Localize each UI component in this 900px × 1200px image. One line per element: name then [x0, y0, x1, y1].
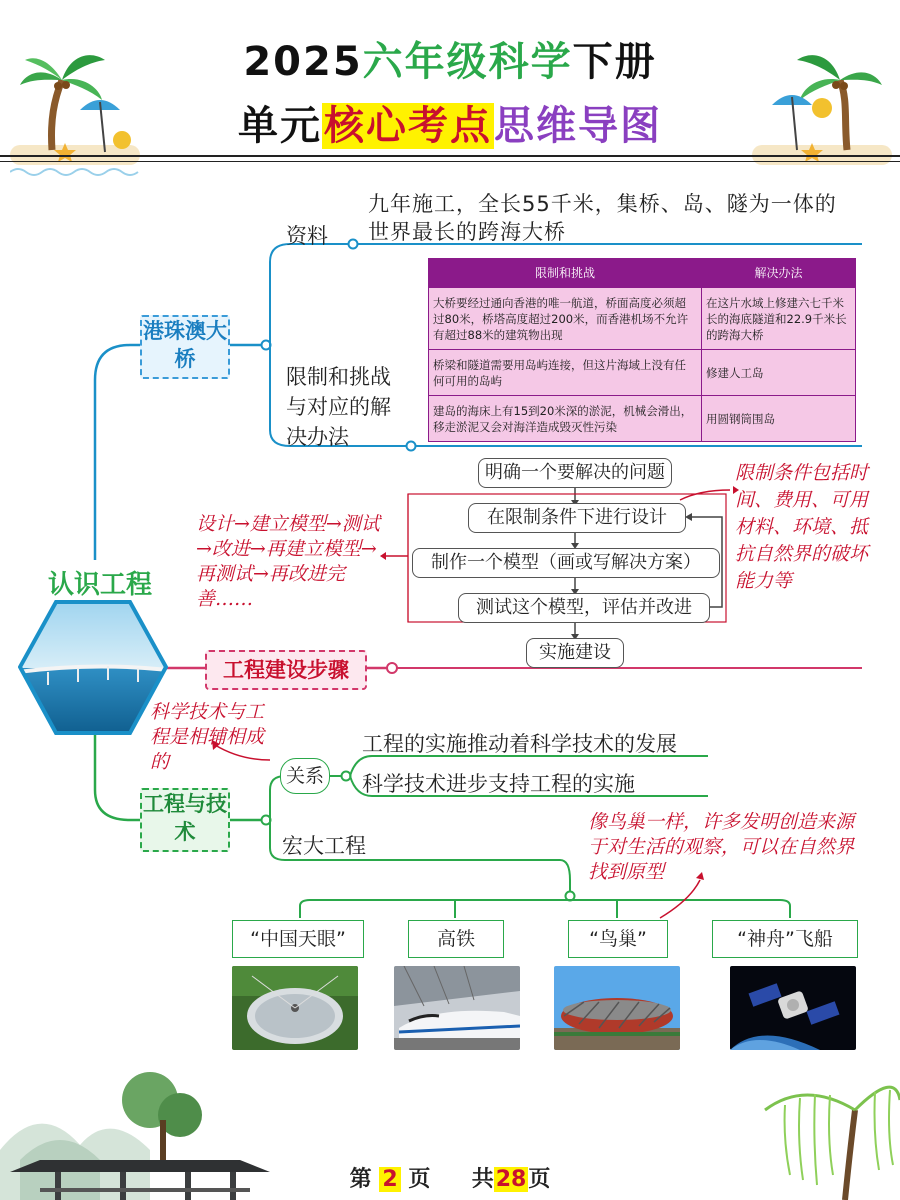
relation-item-2: 科学技术进步支持工程的实施 — [362, 772, 635, 796]
relation-note: 科学技术与工程是相辅相成的 — [150, 701, 265, 773]
limits-label: 限制和挑战与对应的解决办法 — [286, 365, 391, 449]
table-row — [429, 396, 856, 442]
shenzhou-spacecraft-image — [730, 966, 856, 1050]
table-cell-solution: 修建人工岛 — [702, 350, 856, 396]
title-unit: 单元 — [238, 103, 322, 149]
bridge-hexagon-image — [18, 600, 168, 735]
steps-node: 工程建设步骤 — [205, 650, 367, 690]
table-cell-challenge: 大桥要经过通向香港的唯一航道，桥面高度必须超过80米，桥塔高度超过200米，而香港机场不允许有超过88米的建筑物出现 — [429, 288, 702, 350]
footer-total-suffix: 页 — [528, 1167, 551, 1192]
table-row — [429, 288, 856, 350]
step-box-2: 在限制条件下进行设计 — [468, 503, 686, 533]
grand-projects-note: 像鸟巢一样，许多发明创造来源于对生活的观察，可以在自然界找到原型 — [588, 811, 855, 883]
table-cell-challenge: 桥梁和隧道需要用岛屿连接，但这片海域上没有任何可用的岛屿 — [429, 350, 702, 396]
title-grade-subject: 六年级科学 — [362, 39, 573, 85]
table-header-challenge: 限制和挑战 — [429, 259, 702, 288]
project-label-niaochao: “鸟巢” — [568, 920, 668, 958]
steps-note-right: 限制条件包括时间、费用、可用材料、环境、抵抗自然界的破坏能力等 — [735, 462, 869, 592]
project-label-tianyan: “中国天眼” — [232, 920, 364, 958]
page-footer — [0, 1162, 900, 1193]
relation-label: 关系 — [280, 758, 330, 794]
step-box-5: 实施建设 — [526, 638, 624, 668]
footer-page-suffix: 页 — [408, 1167, 431, 1192]
title-year: 2025 — [243, 39, 363, 85]
challenge-table — [428, 258, 856, 442]
relation-item-1: 工程的实施推动着科学技术的发展 — [362, 732, 677, 756]
center-node-title: 认识工程 — [47, 570, 152, 600]
table-header-solution: 解决办法 — [702, 259, 856, 288]
tianyan-telescope-image — [232, 966, 358, 1050]
material-text: 九年施工，全长55千米，集桥、岛、隧为一体的世界最长的跨海大桥 — [368, 192, 837, 244]
footer-page-number: 2 — [379, 1167, 400, 1192]
project-label-shenzhou: “神舟”飞船 — [712, 920, 858, 958]
project-label-gaotie: 高铁 — [408, 920, 504, 958]
bridge-node: 港珠澳大桥 — [140, 315, 230, 379]
grand-projects-label: 宏大工程 — [282, 834, 366, 858]
table-cell-challenge: 建岛的海床上有15到20米深的淤泥，机械会滑出，移走淤泥又会对海洋造成毁灭性污染 — [429, 396, 702, 442]
footer-page-prefix: 第 — [349, 1167, 372, 1192]
title-mindmap: 思维导图 — [494, 103, 662, 149]
step-box-4: 测试这个模型，评估并改进 — [458, 593, 710, 623]
step-box-3: 制作一个模型（画或写解决方案） — [412, 548, 720, 578]
table-cell-solution: 在这片水域上修建六七千米长的海底隧道和22.9千米长的跨海大桥 — [702, 288, 856, 350]
material-label: 资料 — [286, 224, 328, 248]
table-row — [429, 350, 856, 396]
high-speed-train-image — [394, 966, 520, 1050]
footer-total-prefix: 共 — [471, 1167, 494, 1192]
birds-nest-stadium-image — [554, 966, 680, 1050]
title-volume: 下册 — [572, 39, 657, 85]
title-core-points: 核心考点 — [324, 103, 492, 149]
table-cell-solution: 用圆钢筒围岛 — [702, 396, 856, 442]
steps-note-left: 设计→建立模型→测试→改进→再建立模型→再测试→再改进完善…… — [196, 513, 380, 610]
tech-node: 工程与技术 — [140, 788, 230, 852]
footer-total-number: 28 — [495, 1167, 527, 1192]
step-box-1: 明确一个要解决的问题 — [478, 458, 672, 488]
